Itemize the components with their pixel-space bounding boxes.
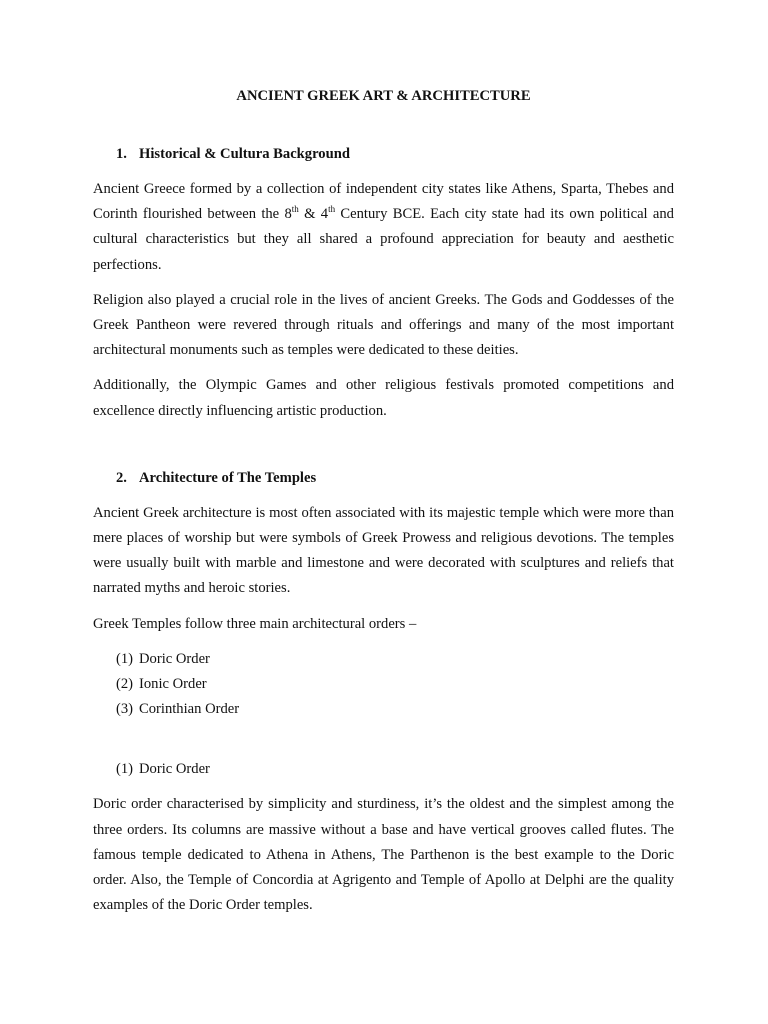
superscript: th <box>291 204 299 215</box>
orders-list <box>116 647 674 723</box>
paragraph-text: Century BCE. Each city state had its own political and cultural characteristics but they all shared a profound appreciation for beauty and aesthetic perfections. <box>93 206 674 273</box>
list-item <box>116 647 674 672</box>
section-2-heading <box>116 468 674 488</box>
section-1-heading <box>116 144 674 164</box>
section-1-paragraph-2: Religion also played a crucial role in the lives of ancient Greeks. The Gods and Goddesses of the Greek Pantheon were revered through rituals and offerings and many of the most important architectural monuments such as temples were dedicated to these deities. <box>93 291 674 359</box>
subheading-number: (1) <box>116 761 134 778</box>
list-item-label: Ionic Order <box>139 676 207 693</box>
section-1-number: 1. <box>116 146 127 162</box>
section-1-title: Historical & Cultura Background <box>139 146 350 162</box>
list-item-number: (3) <box>116 701 134 718</box>
section-1-paragraph-3: Additionally, the Olympic Games and other religious festivals promoted competitions and excellence directly influencing artistic production. <box>93 377 674 419</box>
list-item-label: Doric Order <box>139 650 210 667</box>
doric-order-subheading <box>116 757 674 782</box>
section-2-number: 2. <box>116 469 127 486</box>
list-item <box>116 672 674 697</box>
section-2-paragraph-1: Ancient Greek architecture is most often associated with its majestic temple which were more than mere places of worship but were symbols of Greek Prowess and religious devotions. The temples were usually built with marble and limestone and were decorated with sculptures and reliefs that narrated myths and heroic stories. <box>93 504 674 597</box>
list-item <box>116 697 674 722</box>
document-page <box>93 86 674 928</box>
section-1-paragraph-1 <box>93 177 674 278</box>
superscript: th <box>328 204 336 215</box>
section-2-paragraph-2: Greek Temples follow three main architectural orders – <box>93 615 417 632</box>
section-2-title: Architecture of The Temples <box>139 469 317 486</box>
document-title: ANCIENT GREEK ART & ARCHITECTURE <box>236 88 531 104</box>
spacer <box>93 434 674 468</box>
list-item-number: (2) <box>116 676 134 693</box>
subheading-label: Doric Order <box>139 761 210 778</box>
spacer <box>93 722 674 757</box>
list-item-number: (1) <box>116 650 134 667</box>
paragraph-text: & 4 <box>298 206 329 223</box>
paragraph-text: Ancient Greece formed by a collection of independent city states like Athens, Sparta, Thebes and Corinth flourished between the 8 <box>93 181 674 223</box>
list-item-label: Corinthian Order <box>139 701 240 718</box>
doric-order-paragraph: Doric order characterised by simplicity and sturdiness, it’s the oldest and the simplest among the three orders. Its columns are massive without a base and have vertical grooves called flutes. The famous temple dedicated to Athena in Athens, The Parthenon is the best example to the Doric order. Also, the Temple of Concordia at Agrigento and Temple of Apollo at Delphi are the quality examples of the Doric Order temples. <box>93 796 674 914</box>
